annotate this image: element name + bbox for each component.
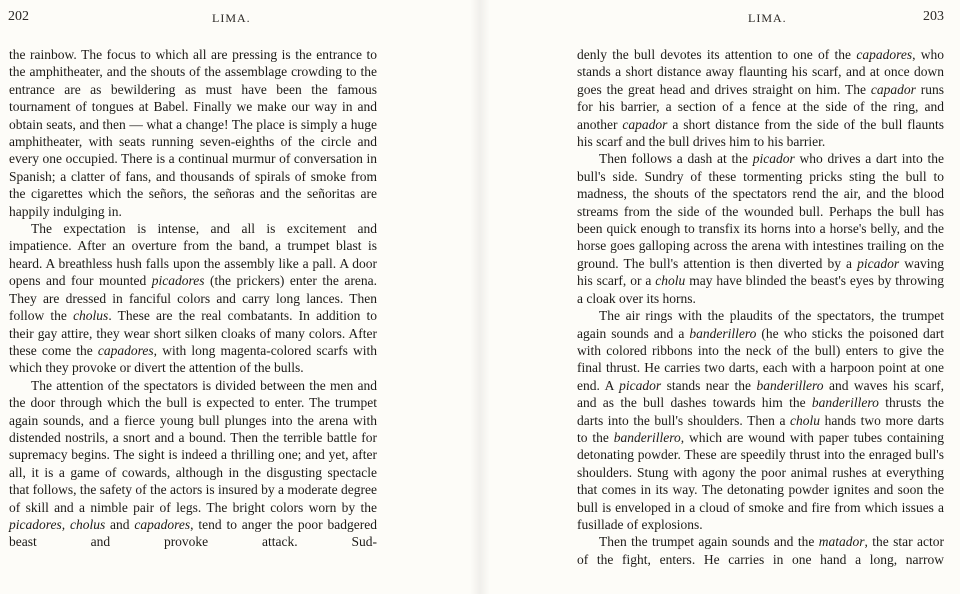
text-run: The air rings with the plaudits of the spectators, the trumpet again sounds and a <box>577 308 944 341</box>
text-run: denly the bull devotes its attention to one of the <box>577 47 857 62</box>
text-run: may have blinded the beast's eyes by throwing a cloak over its horns. <box>577 273 944 306</box>
text-run: thrusts the darts into the bull's shoulders. Then a <box>577 395 944 428</box>
page-body <box>9 46 377 551</box>
italic-term: picadores, cholus <box>9 516 106 532</box>
running-head: LIMA. <box>748 11 787 25</box>
text-run: (he who sticks the poisoned dart with colored ribbons into the neck of the bull) enters to give the final thrust. He carries two darts, each with a harpoon point at one end. A <box>577 325 945 393</box>
paragraph <box>9 46 377 220</box>
italic-term: cholus <box>73 308 109 324</box>
text-run: hands two more darts to the <box>577 412 944 445</box>
text-run: , the star actor of the fight, enters. He carries in one hand a long, narrow <box>577 534 945 567</box>
italic-term: capadores <box>134 516 191 532</box>
text-run: Then the trumpet again sounds and the <box>599 534 819 550</box>
paragraph <box>577 46 944 150</box>
italic-term: picador <box>619 377 662 393</box>
text-run: The expectation is intense, and all is excitement and impatience. After an overture from the band, a trumpet blast is heard. A breathless hush falls upon the assembly like a pall. A door opens and four mounted <box>9 221 377 289</box>
text-run: The attention of the spectators is divided between the men and the door through which the bull is expected to enter. The trumpet again sounds, and a fierce young bull plunges into the arena with distended nostrils, a snort and a bound. Then the terrible battle for supremacy begins. The sight is indeed a thrilling one; and yet, after all, it is a game of cowards, although in the disgusting spectacle that follows, the safety of the actors is insured by a moderate degree of skill and a nimble pair of legs. The bright colors worn by the <box>9 377 377 515</box>
paragraph <box>577 307 944 533</box>
text-run: waving his scarf, or a <box>577 255 944 289</box>
text-run: , with long magenta-colored scarfs with which they provoke or divert the attention of the bulls. <box>9 342 377 376</box>
page-number: 202 <box>8 9 29 24</box>
italic-term: capadores <box>97 342 154 358</box>
paragraph <box>577 533 944 568</box>
paragraph <box>577 150 944 307</box>
italic-term: banderillero <box>689 325 757 341</box>
text-run: (the prickers) enter the arena. They are dressed in fanciful colors and carry long lances. Then follow the <box>9 273 377 324</box>
text-run: . These are the real combatants. In addition to their gay attire, they wear short silken cloaks of many colors. After these come the <box>9 308 377 358</box>
italic-term: picador <box>857 255 900 271</box>
text-run: a short distance from the side of the bull flaunts his scarf and the bull drives him to his barrier. <box>577 116 944 150</box>
italic-term: banderillero <box>613 429 681 445</box>
text-run: , tend to anger the poor badgered beast and provoke attack. Sud- <box>9 516 377 550</box>
italic-term: capadores <box>856 47 913 62</box>
italic-term: banderillero <box>756 377 824 393</box>
italic-term: cholu <box>655 273 686 289</box>
text-run: the rainbow. The focus to which all are pressing is the entrance to the amphitheater, and the shouts of the assemblage crowding to the entrance are as bewildering as must have been the famous tournament of tongues at Babel. Finally we make our way in and obtain seats, and then — what a change! The place is simply a huge amphitheater, with seats running seven-eighths of the circle and every one occupied. There is a continual murmur of conversation in Spanish; a clatter of fans, and thousands of spirals of smoke from the cigarettes which the señors, the señoras and the señoritas are happily indulging in. <box>9 47 377 219</box>
text-run: , which are wound with paper tubes containing detonating powder. These are speedily thrust into the enraged bull's shoulders. Stung with agony the poor animal rushes at everything that comes in its way. The detonating powder ignites and soon the bull is enveloped in a cloud of smoke and fire from which issues a fusillade of explosions. <box>577 429 944 532</box>
italic-term: capador <box>622 116 668 132</box>
italic-term: banderillero <box>811 395 879 411</box>
right-page <box>480 0 960 594</box>
text-run: runs for his barrier, a section of a fence at the side of the ring, and another <box>577 81 944 132</box>
italic-term: capador <box>870 81 916 97</box>
italic-term: picadores <box>151 273 205 289</box>
paragraph <box>9 220 377 377</box>
page-number: 203 <box>923 9 944 24</box>
text-run: who drives a dart into the bull's side. Sundry of these tormenting pricks sting the bull to madness, the shouts of the spectators rend the air, and the blood streams from the side of the wounded bull. Perhaps the bull has been quick enough to transfix its horns into a horse's belly, and the horse goes galloping across the arena with intestines trailing on the ground. The bull's attention is then diverted by a <box>577 151 944 271</box>
paragraph <box>9 377 377 551</box>
italic-term: cholu <box>790 412 820 428</box>
italic-term: matador <box>818 534 865 550</box>
text-run: and <box>105 516 135 532</box>
text-run: and waves his scarf, and as the bull dashes towards him the <box>577 377 944 411</box>
running-head: LIMA. <box>212 11 251 25</box>
text-run: Then follows a dash at the <box>599 151 753 167</box>
italic-term: picador <box>752 151 795 167</box>
page-body <box>577 46 944 568</box>
text-run: , who stands a short distance away flaunting his scarf, and at once down goes the great head and drives straight on him. The <box>577 47 945 97</box>
text-run: stands near the <box>661 377 757 393</box>
